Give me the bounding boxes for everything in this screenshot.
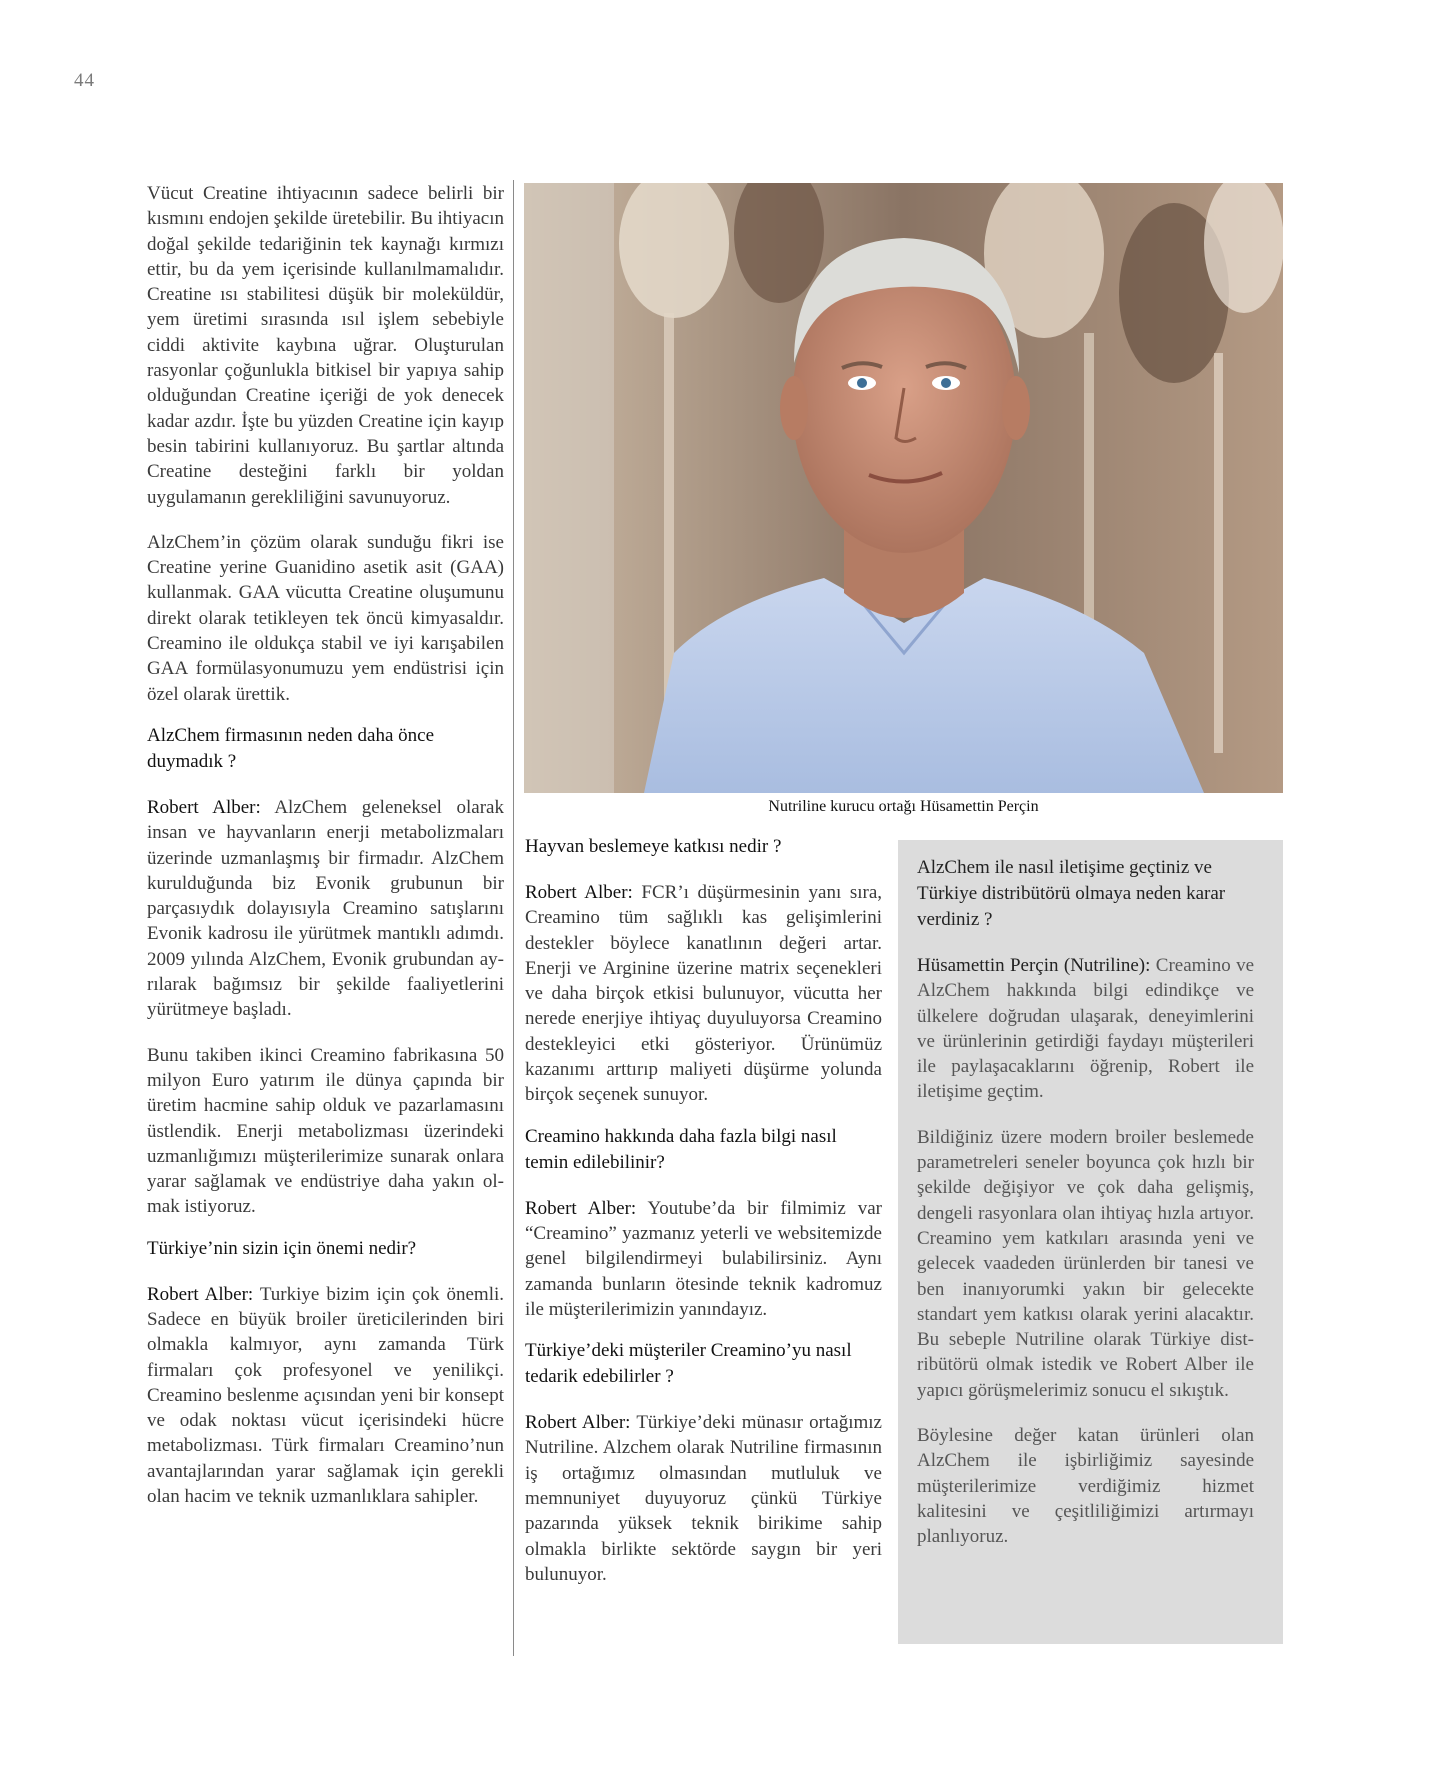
- paragraph: AlzChem’in çözüm olarak sunduğu fikri ise Creatine yerine Guanidino asetik asit (GAA) kullanmak. GAA vücutta Creatine oluşumunu direkt olarak tetikleyen tek öncü kimyasaldır. Creamino ile oldukça stabil ve iyi karışabilen GAA formülasyonumuzu yem endüstrisi için özel olarak ürettik.: [147, 531, 504, 705]
- interview-answer: [525, 1196, 882, 1322]
- article-column-middle: [525, 834, 882, 1587]
- article-column-right: [917, 855, 1254, 1550]
- speaker-name: Robert Alber:: [147, 796, 261, 818]
- answer-text: Turkiye bizim için çok önemli. Sadece en büyük broiler üreticilerinden biri olmakla kalmıyor, aynı zamanda Türk firmaları çok profesyonel ve yenilikçi. Creamino beslenme açısından yeni bir konsept ve odak noktası vücut içerisindeki hücre metabolizması. Türk firmaları Creamino’nun avantajlarından yarar sağlamak için gerekli olan hacim ve teknik uzmanlıklara sahipler.: [147, 1283, 504, 1508]
- interview-answer: [917, 953, 1254, 1105]
- page-number: 44: [74, 70, 95, 91]
- answer-text: Türkiye’deki münasır ortağımız Nutriline. Alzchem olarak Nutriline firmasının iş ortağımız olmasından mutluluk ve memnuniyet duyuyoruz çünkü Türkiye pazarında yüksek teknik birikime sahip olmakla birlikte sektörde saygın bir yeri bulunuyor.: [525, 1412, 882, 1585]
- speaker-name: Robert Alber:: [525, 1412, 631, 1434]
- paragraph: Vücut Creatine ihtiyacının sadece belirli bir kısmını endojen şekilde üretebilir. Bu ihtiyacın doğal şekilde tedariğinin tek kaynağı kırmızı ettir, bu da yem içerisinde kullanılmamalıdır. Creatine ısı stabilitesi düşük bir moleküldür, yem üretimi sırasında ısıl işlem sebebiyle ciddi aktivite kaybına uğrar. Oluşturulan rasyonlar çoğunlukla bitkisel bir yapıya sahip olduğundan Creatine içeriği de yok denecek kadar azdır. İşte bu yüzden Creatine için kayıp besin tabirini kullanıyoruz. Bu şartlar altında Creatine desteğini farklı bir yoldan uygulamanın gerekliliğini savunuyoruz.: [147, 183, 504, 508]
- interview-question: Creamino hakkında daha fazla bilgi nasıl temin edilebilinir?: [525, 1125, 837, 1173]
- interview-answer: [525, 880, 882, 1108]
- paragraph: Böylesine değer katan ürünleri olan AlzChem ile işbirliğimiz sayesinde müşterilerimize verdiğimiz hizmet kalitesini ve çeşitliliğimizi artırmayı planlıyoruz.: [917, 1425, 1254, 1548]
- interview-question: Türkiye’nin sizin için önemi nedir?: [147, 1237, 417, 1259]
- portrait-photo: [524, 183, 1283, 793]
- interview-question: Türkiye’deki müşteriler Creamino’yu nasıl tedarik edebilirler ?: [525, 1340, 852, 1388]
- answer-text: Youtube’da bir filmimiz var “Creamino” yazmanız yeterli ve websitemizde genel bilgilendirmeyi bulabilirsiniz. Aynı zamanda bunların ötesinde teknik kadromuz ile müşterilerimizin yanındayız.: [525, 1197, 882, 1320]
- paragraph: Bildiğiniz üzere modern broiler beslemede parametreleri seneler boyunca çok hızlı bir şekilde değişiyor ve çok daha gelişmiş, dengeli rasyonlara olan ihtiyaç hızla artıyor. Creamino yem katkıları arasında yeni ve gelecek vaadeden ürünlerden bir tanesi ve ben inanıyorumki yakın bir gelecekte standart yem katkısı olarak yerini alacaktır. Bu sebeple Nutriline olarak Türkiye distribütörü olmak istedik ve Robert Alber ile yapıcı görüşmelerimiz sonucu el sıkıştık.: [917, 1126, 1254, 1401]
- answer-text: Creamino ve AlzChem hakkında bilgi edindikçe ve ülkelere doğrudan ulaşarak, deneyimlerini ve ürünlerinin getirdiği faydayı müşterileri ile paylaşacaklarını öğrenip, Robert ile iletişime geçtim.: [917, 955, 1254, 1103]
- portrait-image: [524, 183, 1283, 793]
- interview-question: Hayvan beslemeye katkısı nedir ?: [525, 836, 782, 857]
- interview-question: AlzChem firmasının neden daha önce duymadık ?: [147, 724, 435, 772]
- speaker-name: Robert Alber:: [525, 1197, 637, 1219]
- answer-text: AlzChem geleneksel olarak insan ve hayvanların enerji metabolizmaları üzerinde uzmanlaşmış bir firmadır. AlzChem kurulduğunda biz Evonik grubunun bir parçasıydık dolayısıyla Creamino satışlarını Evonik kadrosu ile yürütmek mantıklı adımdı. 2009 yılında AlzChem, Evonik grubundan ayrılarak bağımsız bir şekilde faaliyetlerini yürütmeye başladı.: [147, 796, 504, 1021]
- speaker-name: Robert Alber:: [525, 882, 633, 903]
- photo-caption: Nutriline kurucu ortağı Hüsamettin Perçin: [768, 798, 1039, 815]
- speaker-name: Robert Alber:: [147, 1283, 254, 1305]
- column-divider: [513, 180, 514, 1656]
- interview-answer: [147, 1282, 504, 1510]
- answer-text: FCR’ı düşürmesinin yanı sıra, Creamino tüm sağlıklı kas gelişimlerini destekler böylece kanatlının değeri artar. Enerji ve Arginine üzerine matrix seçenekleri ve daha birçok etkisi bulunuyor, vücutta her nerede enerjiye ihtiyaç duyuluyorsa Creamino destekleyici etki gösteriyor. Ürünümüz kazanımı arttırıp maliyeti düşürme yolunda birçok seçenek sunuyor.: [525, 882, 882, 1106]
- interview-question: AlzChem ile nasıl iletişime geçtiniz ve Türkiye distribütörü olmaya neden karar verdiniz ?: [917, 857, 1226, 930]
- paragraph: Bunu takiben ikinci Creamino fabrikasına 50 milyon Euro yatırım ile dünya çapında bir üretim hacmine sahip olduk ve pazarlamasını üstlendik. Enerji metabolizması üzerindeki uzmanlığımızı müşterilerimize sunarak onlara yarar sağlamak ve endüstriye daha yakın olmak istiyoruz.: [147, 1044, 504, 1218]
- interview-answer: [147, 795, 504, 1023]
- article-column-left: [147, 181, 504, 1509]
- speaker-name: Hüsamettin Perçin (Nutriline):: [917, 955, 1151, 976]
- interview-answer: [525, 1410, 882, 1587]
